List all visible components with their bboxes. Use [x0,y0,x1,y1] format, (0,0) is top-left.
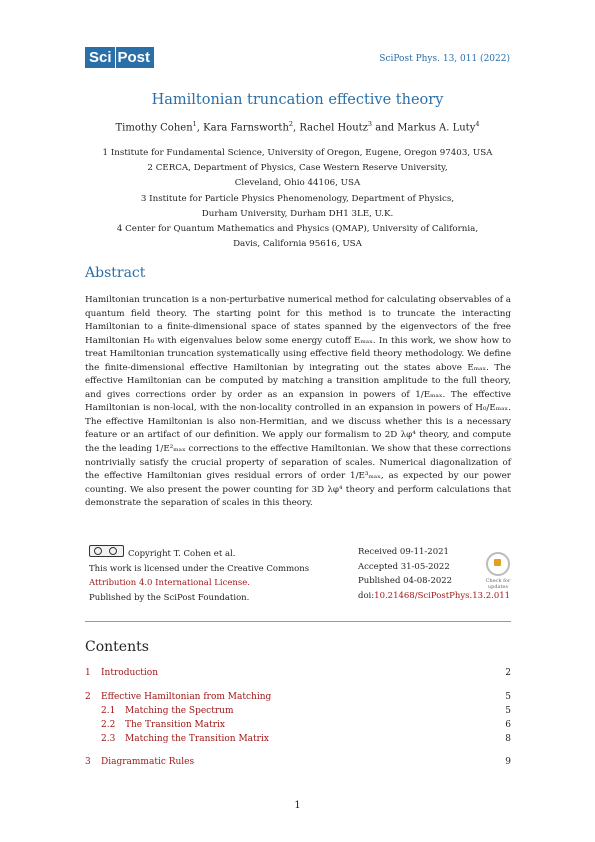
published-date: Published 04-08-2022 [358,576,453,586]
author-name: Kara Farnsworth [203,122,289,134]
toc-number: 2 [85,692,91,702]
affiliations [60,146,535,252]
affiliation-line: 2 CERCA, Department of Physics, Case Western Reserve University, [147,163,448,174]
scipost-logo[interactable] [85,47,154,68]
divider [85,621,511,622]
toc-number: 2.1 [101,706,116,716]
affiliation-line: Durham University, Durham DH1 3LE, U.K. [201,208,394,219]
journal-reference: SciPost Phys. 13, 011 (2022) [379,54,510,64]
license-block [89,545,339,605]
toc-number: 3 [85,757,91,767]
check-updates-icon [486,552,510,576]
author-list [0,120,595,133]
toc-page: 5 [505,706,511,716]
license-link[interactable]: Attribution 4.0 International License. [89,578,250,588]
affiliation-line: 4 Center for Quantum Mathematics and Physics (QMAP), University of California, [116,224,479,235]
cc-by-icon [89,545,124,557]
affiliation-line: 3 Institute for Particle Physics Phenomenology, Department of Physics, [140,193,455,204]
toc-label: Effective Hamiltonian from Matching [101,692,272,702]
page-number: 1 [294,800,301,811]
author-separator: , [293,122,300,134]
doi-line [358,589,511,604]
logo-sci: Sci [85,47,115,68]
paper-title: Hamiltonian truncation effective theory [151,92,444,108]
doi-link[interactable]: 10.21468/SciPostPhys.13.2.011 [374,590,511,601]
check-for-updates-badge[interactable] [481,552,515,590]
logo-post: Post [115,47,155,68]
author-name: Rachel Houtz [299,122,368,134]
publisher-line: Published by the SciPost Foundation. [89,592,250,603]
author-affil-mark: 2 [288,120,294,128]
author-affil-mark: 1 [192,120,197,128]
author-affil-mark: 3 [367,120,373,128]
toc-label: Diagrammatic Rules [101,757,195,767]
affiliation-line: 1 Institute for Fundamental Science, University of Oregon, Eugene, Oregon 97403, USA [102,148,493,158]
author-name: Timothy Cohen [115,122,193,134]
toc-label: Introduction [101,668,158,678]
toc-label: Matching the Transition Matrix [125,734,269,744]
author-separator: , [196,122,204,134]
toc-page: 8 [505,734,511,744]
toc-number: 2.2 [101,720,116,730]
abstract-heading: Abstract [85,265,146,281]
toc-page: 6 [505,720,511,730]
toc-number: 2.3 [101,734,116,744]
author-name: Markus A. Luty [397,122,476,134]
toc-page: 9 [505,757,511,767]
abstract-text: Hamiltonian truncation is a non-perturbative numerical method for calculating observables of a quantum field theory. The starting point for this method is to truncate the interacting Hamiltonian to a finite-dimensional space of states spanned by the eigenvectors of the free Hamiltonian H₀ with eigenvalues below some energy cutoff Eₘₐₓ. In this work, we show how to treat Hamiltonian truncation systematically using effective field theory methodology. We define the finite-dimensional effective Hamiltonian by integrating out the states above Eₘₐₓ. The effective Hamiltonian can be computed by matching a transition amplitude to the full theory, and gives corrections order by order as an expansion in powers of 1/Eₘₐₓ. The effective Hamiltonian is non-local, with the non-locality controlled in an expansion in powers of H₀/Eₘₐₓ. The effective Hamiltonian is also non-Hermitian, and we discuss whether this is a necessary feature or an artifact of our definition. We apply our formalism to 2D λφ⁴ theory, and compute the the leading 1/E²ₘₐₓ corrections to the effective Hamiltonian. We show that these corrections nontrivially satisfy the crucial property of separation of scales. Numerical diagonalization of the effective Hamiltonian gives residual errors of order 1/E³ₘₐₓ, as expected by our power counting. We also present the power counting for 3D λφ⁴ theory and perform calculations that demonstrate the separation of scales in this theory. [85,295,511,509]
check-updates-label: Check for updates [485,578,511,590]
doi-prefix: doi: [358,590,375,601]
accepted-date: Accepted 31-05-2022 [358,561,450,572]
contents-heading: Contents [85,639,149,655]
license-line: This work is licensed under the Creative Commons [89,563,310,574]
toc-page: 5 [505,692,511,702]
author-affil-mark: 4 [475,120,480,128]
author-separator: and [372,122,398,134]
affiliation-line: Davis, California 95616, USA [233,239,362,250]
copyright-line [89,545,339,562]
toc-page: 2 [505,668,511,678]
received-date: Received 09-11-2021 [358,547,449,557]
toc-label: The Transition Matrix [125,720,225,730]
toc-number: 1 [85,668,91,678]
affiliation-line: Cleveland, Ohio 44106, USA [234,178,361,189]
toc-label: Matching the Spectrum [125,706,234,716]
copyright-text: Copyright T. Cohen et al. [128,549,236,559]
